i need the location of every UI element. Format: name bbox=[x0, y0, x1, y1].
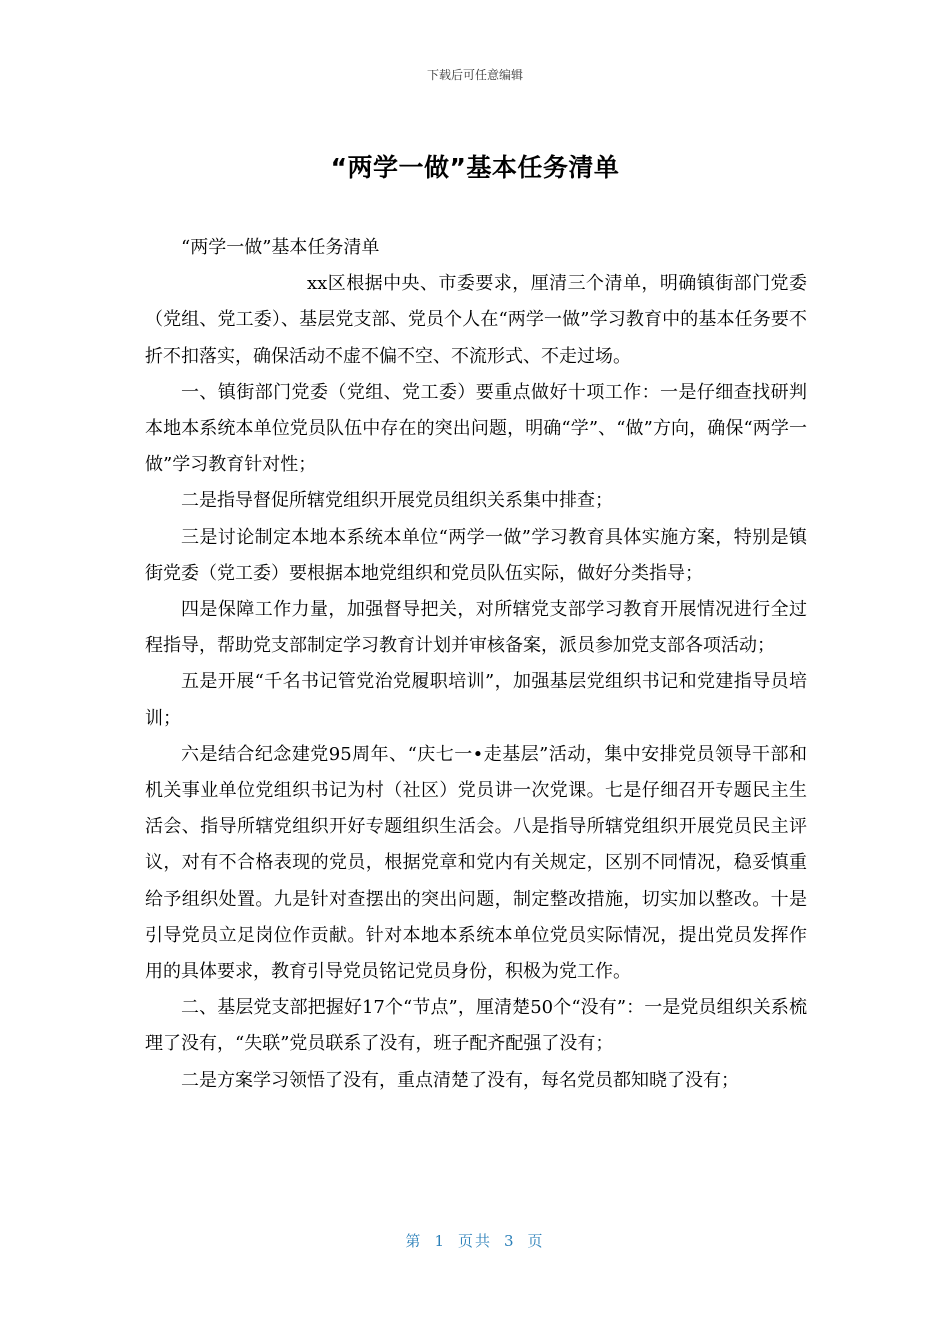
paragraph-subtitle: “两学一做”基本任务清单 bbox=[181, 237, 380, 258]
document-body bbox=[145, 230, 807, 1099]
paragraph-item-two: 二是指导督促所辖党组织开展党员组织关系集中排查； bbox=[181, 490, 613, 512]
paragraph-item-four: 四是保障工作力量，加强督导把关，对所辖党支部学习教育开展情况进行全过程指导，帮助党支部制定学习教育计划并审核备案，派员参加党支部各项活动； bbox=[145, 599, 807, 657]
footer-total-pages: 3 bbox=[504, 1232, 516, 1250]
header-note: 下载后可任意编辑 bbox=[426, 68, 523, 82]
document-title: “两学一做”基本任务清单 bbox=[330, 153, 620, 182]
paragraph-item-five: 五是开展“千名书记管党治党履职培训”，加强基层党组织书记和党建指导员培训； bbox=[145, 671, 807, 729]
paragraph-item-six-to-ten: 六是结合纪念建党95周年、“庆七一•走基层”活动，集中安排党员领导干部和机关事业单位党组织书记为村（社区）党员讲一次党课。七是仔细召开专题民主生活会、指导所辖党组织开好专题组织生活会。八是指导所辖党组织开展党员民主评议，对有不合格表现的党员，根据党章和党内有关规定，区别不同情况，稳妥慎重给予组织处置。九是针对查摆出的突出问题，制定整改措施，切实加以整改。十是引导党员立足岗位作贡献。针对本地本系统本单位党员实际情况，提出党员发挥作用的具体要求，教育引导党员铭记党员身份，积极为党工作。 bbox=[145, 743, 807, 983]
paragraph-section-two: 二、基层党支部把握好17个“节点”，厘清楚50个“没有”：一是党员组织关系梳理了没有，“失联”党员联系了没有，班子配齐配强了没有； bbox=[145, 997, 807, 1055]
paragraph-item-three: 三是讨论制定本地本系统本单位“两学一做”学习教育具体实施方案，特别是镇街党委（党工委）要根据本地党组织和党员队伍实际，做好分类指导； bbox=[145, 526, 807, 584]
footer-suffix: 页 bbox=[527, 1232, 545, 1250]
page-footer bbox=[0, 1230, 950, 1251]
footer-page-number: 1 bbox=[434, 1232, 446, 1250]
paragraph-section-two-item-two: 二是方案学习领悟了没有，重点清楚了没有，每名党员都知晓了没有； bbox=[181, 1069, 739, 1091]
paragraph-intro: xx区根据中央、市委要求，厘清三个清单，明确镇街部门党委（党组、党工委）、基层党支部、党员个人在“两学一做”学习教育中的基本任务要不折不扣落实，确保活动不虚不偏不空、不流形式、不走过场。 bbox=[145, 273, 807, 367]
footer-page-label: 第 bbox=[405, 1232, 423, 1250]
footer-total-label: 页共 bbox=[457, 1232, 492, 1250]
paragraph-section-one: 一、镇街部门党委（党组、党工委）要重点做好十项工作：一是仔细查找研判本地本系统本单位党员队伍中存在的突出问题，明确“学”、“做”方向，确保“两学一做”学习教育针对性； bbox=[145, 381, 807, 476]
